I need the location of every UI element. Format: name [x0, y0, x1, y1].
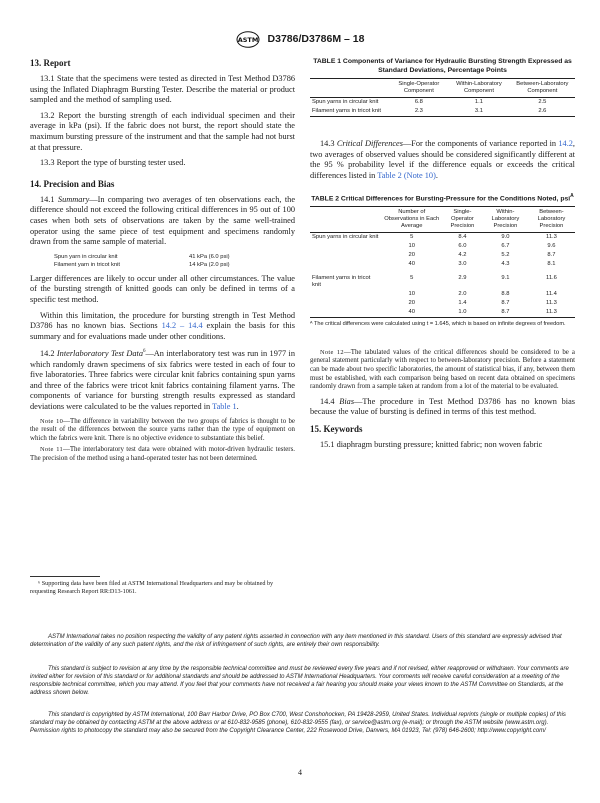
table-cell: 40 [408, 309, 415, 316]
paragraph-14-3-number: 14.3 [320, 139, 337, 149]
paragraph-14-1c-text: Within this limitation, the procedure for bursting strength in Test Method D3786 has no known bias. Sections [30, 310, 295, 331]
table-cell-empty [310, 242, 382, 251]
table-header-cell: Single-Operator Precision [442, 207, 483, 233]
table-row [310, 308, 575, 318]
paragraph-13-1: 13.1 State that the specimens were tested as directed in Test Method D3786 using the Inflated Diaphragm Bursting Tester. Describe the material or product sampled and the method of sampling used. [30, 74, 295, 105]
section-14-2-link[interactable]: 14.2 – 14.4 [161, 321, 203, 331]
right-column [310, 58, 575, 456]
table-1-link[interactable]: Table 1 [212, 402, 237, 412]
table-cell: 8.7 [501, 300, 510, 307]
table-cell: 3.1 [474, 108, 483, 115]
document-id: D3786/D3786M – 18 [267, 33, 365, 46]
table-cell: 2.6 [538, 108, 547, 115]
table-cell: 5 [410, 234, 414, 241]
table-cell: 8.1 [547, 261, 556, 268]
paragraph-13-3: 13.3 Report the type of bursting tester used. [40, 158, 186, 168]
section-13-heading: 13. Report [30, 58, 71, 68]
table-cell: 3.0 [458, 261, 467, 268]
table-cell: 11.6 [546, 275, 557, 282]
table-cell: 9.6 [547, 243, 556, 250]
table-cell: 11.3 [546, 234, 557, 241]
table-cell: 2.0 [458, 291, 467, 298]
table-group-label: Filament yarns in tricot knit [312, 275, 371, 289]
table-cell: 6.8 [414, 99, 423, 106]
section-15-heading: 15. Keywords [310, 423, 363, 434]
paragraph-14-1-text: —In comparing two averages of ten observations each, the difference should not exceed the following critical differences in 95 out of 100 cases when both sets of observations are taken by the same well-trained operator using the same piece of test equipment and specimens randomly drawn from the same sample of material. [30, 194, 296, 247]
paragraph-14-3-text-2: , two averages of observed values should be considered significantly different at the 95 % probability level if the difference equals or exceeds the critical differences listed in [310, 139, 575, 180]
table-cell: 8.8 [501, 291, 510, 298]
paragraph-14-4 [310, 397, 575, 418]
table-header-cell [310, 207, 382, 233]
footnote-6: ⁶ Supporting data have been filed at ASTM International Headquarters and may be obtained by requesting Research Report RR:D13-1061. [30, 580, 274, 596]
repeatability-label: Filament yarn in tricot knit [54, 261, 121, 268]
note-11 [30, 446, 295, 463]
table-header-cell: Between-Laboratory Component [510, 79, 575, 98]
paragraph-14-3 [310, 139, 575, 181]
table-cell-empty [310, 299, 382, 308]
repeatability-value: 41 kPa (6.0 psi) [189, 253, 230, 260]
table-cell: 4.3 [501, 261, 510, 268]
table-header-cell [310, 79, 390, 98]
astm-logo-icon [236, 31, 260, 48]
paragraph-14-2-text: —An interlaboratory test was run in 1977 in which randomly drawn specimens of six fabrics were tested in each of four to five laboratories. Three fabrics were circular knit fabrics containing spun yarns and three of the fabrics were tricot knit fabrics containing filament yarns. The components of variance for bursting strength results expressed as standard deviations were calculated to be the values reported in [30, 349, 295, 412]
table-cell: 8.7 [547, 252, 556, 259]
table-cell: 6.7 [501, 243, 510, 250]
table-cell: 1.4 [458, 300, 467, 307]
table-cell-empty [310, 260, 382, 269]
table-cell: 2.3 [414, 108, 423, 115]
paragraph-14-4-title: Bias [339, 396, 355, 406]
paragraph-14-3-title: Critical Differences [336, 139, 403, 149]
paragraph-14-2-end: . [236, 402, 239, 412]
note-12-label: Note 12 [320, 348, 344, 356]
table-2-caption-text: TABLE 2 Critical Differences for Bursting-Pressure for the Conditions Noted, psi [311, 194, 571, 202]
table-cell: 8.4 [458, 234, 467, 241]
note-11-label: Note 11 [40, 446, 63, 454]
section-14-heading: 14. Precision and Bias [30, 178, 115, 189]
note-12-text: —The tabulated values of the critical differences should be considered to be a general statement particularly with respect to between-laboratory precision. Before a statement can be made about two specific laboratories, the amount of statistical bias, if any, between them must be established, with each comparison being based on recent data obtained on specimens randomly drawn from a sample taken at random from a lot of the material to be evaluated. [310, 348, 575, 391]
table-cell: 5.2 [501, 252, 510, 259]
table-cell: 8.7 [501, 309, 510, 316]
repeatability-value: 14 kPa (2.0 psi) [189, 261, 230, 268]
table-1-caption: TABLE 1 Components of Variance for Hydraulic Bursting Strength Expressed as Standard Deviations, Percentage Points [313, 58, 572, 74]
table-row [310, 299, 575, 308]
table-row [310, 107, 575, 117]
table-1 [310, 78, 575, 117]
note-10-text: —The difference in variability between the two groups of fabrics is thought to be the result of the differences between the source yarns rather than the type of equipment on which the fabrics were knit. There is no objective evidence to substantiate this belief. [30, 417, 295, 442]
footnote-divider [30, 576, 100, 577]
paragraph-14-4-number: 14.4 [320, 396, 340, 406]
paragraph-14-1c-end: explain the basis for this summary and for evaluations made under other conditions. [30, 321, 295, 341]
note-12 [310, 349, 575, 392]
table-cell: 40 [408, 261, 415, 268]
paragraph-14-1c [30, 311, 295, 343]
table-group-label: Spun yarns in circular knit [312, 234, 379, 241]
note-10 [30, 418, 295, 444]
table-header-row [310, 79, 575, 98]
note-11-text: —The interlaboratory test data were obtained with motor-driven hydraulic testers. The precision of the method using a hand-operated tester has not been determined. [30, 446, 295, 462]
table-2-footnote: ᴬ The critical differences were calculated using t = 1.645, which is based on infinite degrees of freedom. [310, 321, 566, 328]
table-cell: 5 [410, 275, 414, 282]
table-header-cell: Number of Observations in Each Average [382, 207, 442, 233]
page-header [0, 30, 600, 50]
footnote-marker: 6 [143, 349, 146, 355]
table-cell: 4.2 [458, 252, 467, 259]
table-row [310, 260, 575, 269]
repeatability-list [30, 253, 295, 269]
table-cell: Spun yarns in circular knit [312, 99, 379, 106]
table-cell: 11.4 [546, 291, 557, 298]
table-row [310, 269, 575, 290]
table-header-cell: Within-Laboratory Precision [483, 207, 528, 233]
table-row [310, 251, 575, 260]
table-cell-empty [310, 290, 382, 299]
table-cell-empty [310, 308, 382, 318]
table-header-cell: Single-Operator Component [390, 79, 449, 98]
patent-disclaimer: ASTM International takes no position respecting the validity of any patent rights asserted in connection with any item mentioned in this standard. Users of this standard are expressly advised that determination of the validity of any such patent rights, and the risk of infringement of such rights, are entirely their own responsibility. [30, 634, 562, 648]
paragraph-14-3-end: . [435, 170, 438, 180]
left-column [30, 58, 295, 467]
table-cell: 1.1 [474, 99, 483, 106]
svg-text:ASTM: ASTM [237, 35, 258, 44]
paragraph-14-4-text: —The procedure in Test Method D3786 has no known bias because the value of bursting is defined in terms of this test method. [310, 396, 576, 417]
table-row [310, 233, 575, 243]
table-cell: 11.3 [546, 300, 557, 307]
table-cell: 10 [408, 243, 415, 250]
paragraph-14-2-title: Interlaboratory Test Data [56, 349, 143, 359]
page-number: 4 [298, 768, 302, 777]
table-cell: 9.1 [501, 275, 510, 282]
table-cell: 6.0 [458, 243, 467, 250]
table-header-row [310, 207, 575, 233]
section-14-2-link[interactable]: 14.2 [558, 139, 573, 149]
table-cell: 9.0 [501, 234, 510, 241]
paragraph-13-2: 13.2 Report the bursting strength of each individual specimen and their average in kPa (psi). If the fabric does not burst, the report should state the maximum bursting pressure of the instrument and that the sample had not burst at that pressure. [30, 110, 295, 152]
repeatability-label: Spun yarn in circular knit [54, 253, 118, 260]
table-cell: Filament yarns in tricot knit [312, 108, 381, 115]
table-cell: 2.9 [458, 275, 467, 282]
table-cell: 2.5 [538, 99, 547, 106]
table-2-caption [310, 192, 575, 204]
repeatability-row [30, 253, 295, 261]
paragraph-14-2-number: 14.2 [40, 349, 57, 359]
table-header-cell: Within-Laboratory Component [448, 79, 510, 98]
table-cell: 20 [408, 252, 415, 259]
paragraph-15-1: 15.1 diaphragm bursting pressure; knitted fabric; non woven fabric [320, 439, 543, 449]
table-cell: 10 [408, 291, 415, 298]
repeatability-row [30, 261, 295, 269]
paragraph-14-3-text: —For the components of variance reported in [402, 139, 559, 149]
table-2 [310, 206, 575, 318]
table-2-caption-footnote-marker: A [570, 192, 574, 199]
table-cell: 20 [408, 300, 415, 307]
paragraph-14-1 [30, 195, 295, 248]
paragraph-14-1-number: 14.1 [40, 194, 58, 204]
copyright-disclaimer: This standard is copyrighted by ASTM International, 100 Barr Harbor Drive, PO Box C700, West Conshohocken, PA 19428-2959, United States. Individual reprints (single or multiple copies) of this standard may be obtained by contacting ASTM at the above address or at 610-832-9585 (phone), 610-832-9555 (fax), or service@astm.org (e-mail); or through the ASTM website (www.astm.org). Permission rights to photocopy the standard may also be secured from the Copyright Clearance Center, 222 Rosewood Drive, Danvers, MA 01923, Tel: (978) 646-2600; http://www.copyright.com/ [30, 712, 566, 734]
paragraph-14-2 [30, 347, 295, 412]
note-10-link[interactable]: (Note 10) [403, 170, 436, 180]
note-10-label: Note 10 [40, 417, 64, 425]
table-row [310, 290, 575, 299]
table-cell-empty [310, 251, 382, 260]
paragraph-14-1-title: Summary [57, 194, 90, 204]
table-cell: 11.3 [546, 309, 557, 316]
revision-disclaimer: This standard is subject to revision at any time by the responsible technical committee and must be reviewed every five years and if not revised, either reapproved or withdrawn. Your comments are invited either for revision of this standard or for additional standards and should be addressed to ASTM International Headquarters. Your comments will receive careful consideration at a meeting of the responsible technical committee, which you may attend. If you feel that your comments have not received a fair hearing you should make your views known to the ASTM Committee on Standards, at the address shown below. [30, 666, 569, 696]
table-row [310, 242, 575, 251]
table-header-cell: Between-Laboratory Precision [528, 207, 575, 233]
table-row [310, 98, 575, 108]
paragraph-14-1b: Larger differences are likely to occur under all other circumstances. The value of the bursting strength of knitted goods can only be defined in terms of a specific test method. [30, 273, 295, 304]
table-cell: 1.0 [458, 309, 467, 316]
table-2-link[interactable]: Table 2 [377, 170, 402, 180]
